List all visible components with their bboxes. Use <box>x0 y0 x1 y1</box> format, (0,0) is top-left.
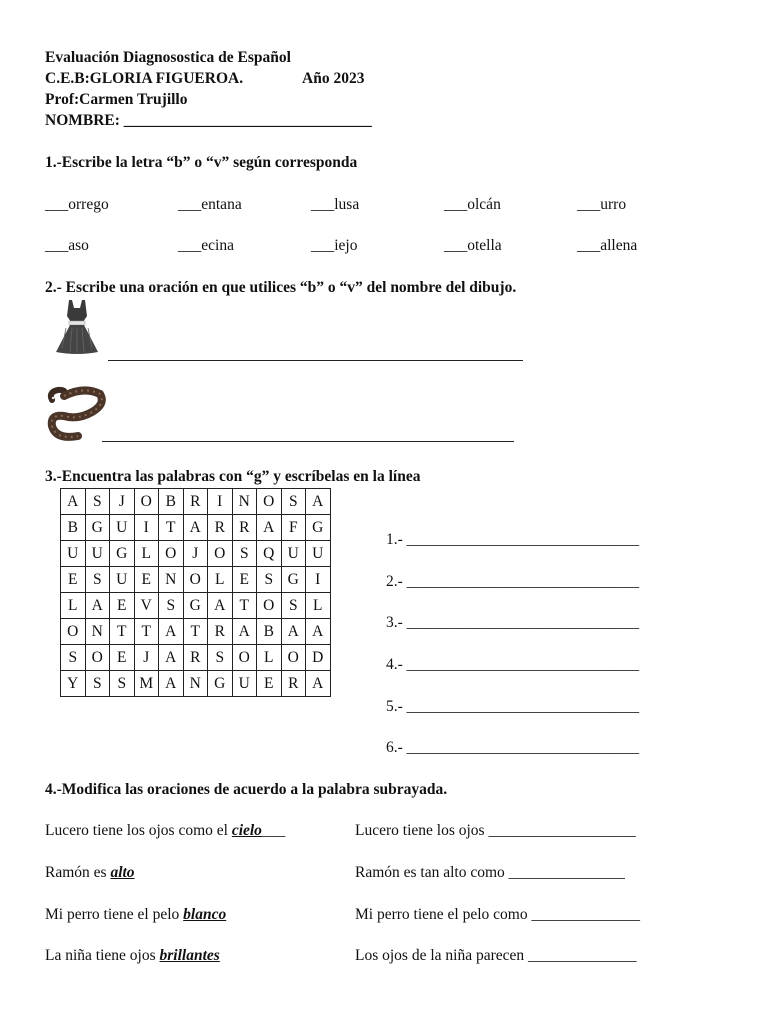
grid-letter: T <box>183 619 208 645</box>
grid-row <box>61 489 331 515</box>
grid-letter: B <box>61 515 86 541</box>
grid-letter: O <box>61 619 86 645</box>
q4-sentence-text: Mi perro tiene el pelo <box>45 906 184 923</box>
grid-letter: S <box>85 489 110 515</box>
grid-letter: O <box>257 489 282 515</box>
snake-icon <box>44 386 106 442</box>
grid-letter: I <box>208 489 233 515</box>
grid-letter: Q <box>257 541 282 567</box>
q1-item[interactable]: ___ecina <box>178 237 234 254</box>
q4-sentence-text: Ramón es <box>45 864 111 881</box>
q1-item[interactable]: ___allena <box>577 237 638 254</box>
underlined-word: blanco <box>183 906 227 923</box>
q4-answer[interactable]: Los ojos de la niña parecen ______________ <box>355 947 637 964</box>
underlined-word: alto <box>110 864 135 881</box>
dress-icon <box>52 298 102 358</box>
grid-letter: A <box>159 619 184 645</box>
q1-item[interactable]: ___olcán <box>444 196 501 213</box>
q3-title: 3.-Encuentra las palabras con “g” y escríbelas en la línea <box>45 468 421 485</box>
grid-letter: B <box>257 619 282 645</box>
grid-letter: D <box>306 645 331 671</box>
grid-letter: F <box>281 515 306 541</box>
grid-letter: M <box>134 671 159 697</box>
grid-letter: T <box>159 515 184 541</box>
grid-letter: E <box>110 593 135 619</box>
grid-letter: L <box>306 593 331 619</box>
q4-sentence <box>45 821 285 841</box>
q3-answer-line[interactable]: 6.- ______________________________ <box>386 739 640 756</box>
q2-title: 2.- Escribe una oración en que utilices “b” o “v” del nombre del dibujo. <box>45 279 517 296</box>
grid-letter: U <box>110 567 135 593</box>
grid-letter: J <box>110 489 135 515</box>
grid-letter: B <box>159 489 184 515</box>
grid-letter: S <box>281 593 306 619</box>
grid-letter: S <box>208 645 233 671</box>
grid-row <box>61 619 331 645</box>
grid-letter: R <box>208 515 233 541</box>
grid-letter: T <box>232 593 257 619</box>
grid-letter: E <box>110 645 135 671</box>
grid-letter: J <box>183 541 208 567</box>
grid-letter: G <box>306 515 331 541</box>
grid-letter: A <box>306 671 331 697</box>
grid-letter: A <box>232 619 257 645</box>
grid-letter: N <box>159 567 184 593</box>
grid-letter: N <box>85 619 110 645</box>
grid-letter: A <box>208 593 233 619</box>
q4-title: 4.-Modifica las oraciones de acuerdo a la palabra subrayada. <box>45 781 448 798</box>
grid-letter: U <box>281 541 306 567</box>
grid-row <box>61 567 331 593</box>
q1-item[interactable]: ___entana <box>178 196 242 213</box>
student-name-field[interactable]: NOMBRE: ________________________________ <box>45 112 372 129</box>
teacher-name: Prof:Carmen Trujillo <box>45 91 188 108</box>
q1-item[interactable]: ___iejo <box>311 237 358 254</box>
grid-letter: O <box>208 541 233 567</box>
grid-letter: T <box>110 619 135 645</box>
grid-row <box>61 671 331 697</box>
grid-letter: S <box>232 541 257 567</box>
grid-letter: S <box>85 671 110 697</box>
grid-letter: E <box>232 567 257 593</box>
grid-row <box>61 593 331 619</box>
grid-letter: R <box>183 645 208 671</box>
grid-letter: G <box>110 541 135 567</box>
grid-letter: R <box>183 489 208 515</box>
grid-letter: A <box>85 593 110 619</box>
grid-letter: E <box>61 567 86 593</box>
grid-letter: G <box>183 593 208 619</box>
word-search-grid <box>60 488 331 697</box>
q3-answer-line[interactable]: 5.- ______________________________ <box>386 698 640 715</box>
q1-item[interactable]: ___lusa <box>311 196 360 213</box>
grid-letter: S <box>110 671 135 697</box>
q4-sentence <box>45 946 220 966</box>
grid-letter: E <box>134 567 159 593</box>
grid-letter: G <box>208 671 233 697</box>
q2-answer-line-1[interactable] <box>108 360 523 361</box>
grid-letter: A <box>159 671 184 697</box>
grid-letter: L <box>208 567 233 593</box>
grid-letter: U <box>61 541 86 567</box>
grid-letter: O <box>159 541 184 567</box>
grid-letter: R <box>232 515 257 541</box>
grid-letter: O <box>281 645 306 671</box>
grid-letter: A <box>306 619 331 645</box>
grid-letter: I <box>306 567 331 593</box>
q4-sentence-text: Lucero tiene los ojos como el <box>45 822 232 839</box>
grid-letter: U <box>232 671 257 697</box>
grid-letter: O <box>257 593 282 619</box>
q4-sentence <box>45 905 226 925</box>
grid-letter: A <box>61 489 86 515</box>
grid-letter: U <box>85 541 110 567</box>
grid-letter: O <box>134 489 159 515</box>
underlined-word: brillantes <box>159 947 220 964</box>
school-year: Año 2023 <box>302 70 365 87</box>
q4-sentence-text: La niña tiene ojos <box>45 947 160 964</box>
grid-letter: L <box>61 593 86 619</box>
q4-answer[interactable]: Mi perro tiene el pelo como ______________ <box>355 906 640 923</box>
grid-letter: L <box>257 645 282 671</box>
grid-row <box>61 645 331 671</box>
grid-letter: O <box>183 567 208 593</box>
grid-letter: G <box>85 515 110 541</box>
grid-letter: A <box>306 489 331 515</box>
grid-letter: J <box>134 645 159 671</box>
grid-letter: R <box>208 619 233 645</box>
grid-letter: V <box>134 593 159 619</box>
grid-letter: A <box>257 515 282 541</box>
q3-answer-line[interactable]: 2.- ______________________________ <box>386 573 640 590</box>
q1-item[interactable]: ___orrego <box>45 196 109 213</box>
q4-sentence <box>45 863 135 883</box>
grid-letter: N <box>232 489 257 515</box>
grid-letter: A <box>281 619 306 645</box>
grid-letter: U <box>306 541 331 567</box>
q1-item[interactable]: ___urro <box>577 196 627 213</box>
grid-letter: A <box>159 645 184 671</box>
grid-letter: I <box>134 515 159 541</box>
q4-answer[interactable]: Lucero tiene los ojos ___________________ <box>355 822 636 839</box>
q3-answer-line[interactable]: 4.- ______________________________ <box>386 656 640 673</box>
grid-letter: T <box>134 619 159 645</box>
q4-blank[interactable]: ___ <box>261 822 286 839</box>
grid-letter: A <box>183 515 208 541</box>
grid-letter: O <box>232 645 257 671</box>
grid-letter: N <box>183 671 208 697</box>
q1-item[interactable]: ___otella <box>444 237 502 254</box>
grid-letter: U <box>110 515 135 541</box>
grid-letter: Y <box>61 671 86 697</box>
q1-title: 1.-Escribe la letra “b” o “v” según corresponda <box>45 154 358 171</box>
grid-letter: S <box>61 645 86 671</box>
underlined-word: cielo <box>231 822 262 839</box>
grid-letter: R <box>281 671 306 697</box>
q3-answer-line[interactable]: 3.- ______________________________ <box>386 614 640 631</box>
grid-letter: S <box>85 567 110 593</box>
grid-letter: O <box>85 645 110 671</box>
q1-item[interactable]: ___aso <box>45 237 89 254</box>
grid-row <box>61 515 331 541</box>
grid-row <box>61 541 331 567</box>
q3-answer-line[interactable]: 1.- ______________________________ <box>386 531 640 548</box>
grid-letter: S <box>257 567 282 593</box>
grid-letter: G <box>281 567 306 593</box>
grid-letter: S <box>281 489 306 515</box>
q4-answer[interactable]: Ramón es tan alto como _______________ <box>355 864 625 881</box>
grid-letter: E <box>257 671 282 697</box>
school-name: C.E.B:GLORIA FIGUEROA. <box>45 70 244 87</box>
q2-answer-line-2[interactable] <box>102 441 514 442</box>
grid-letter: S <box>159 593 184 619</box>
grid-letter: L <box>134 541 159 567</box>
worksheet-title: Evaluación Diagnosostica de Español <box>45 49 291 66</box>
